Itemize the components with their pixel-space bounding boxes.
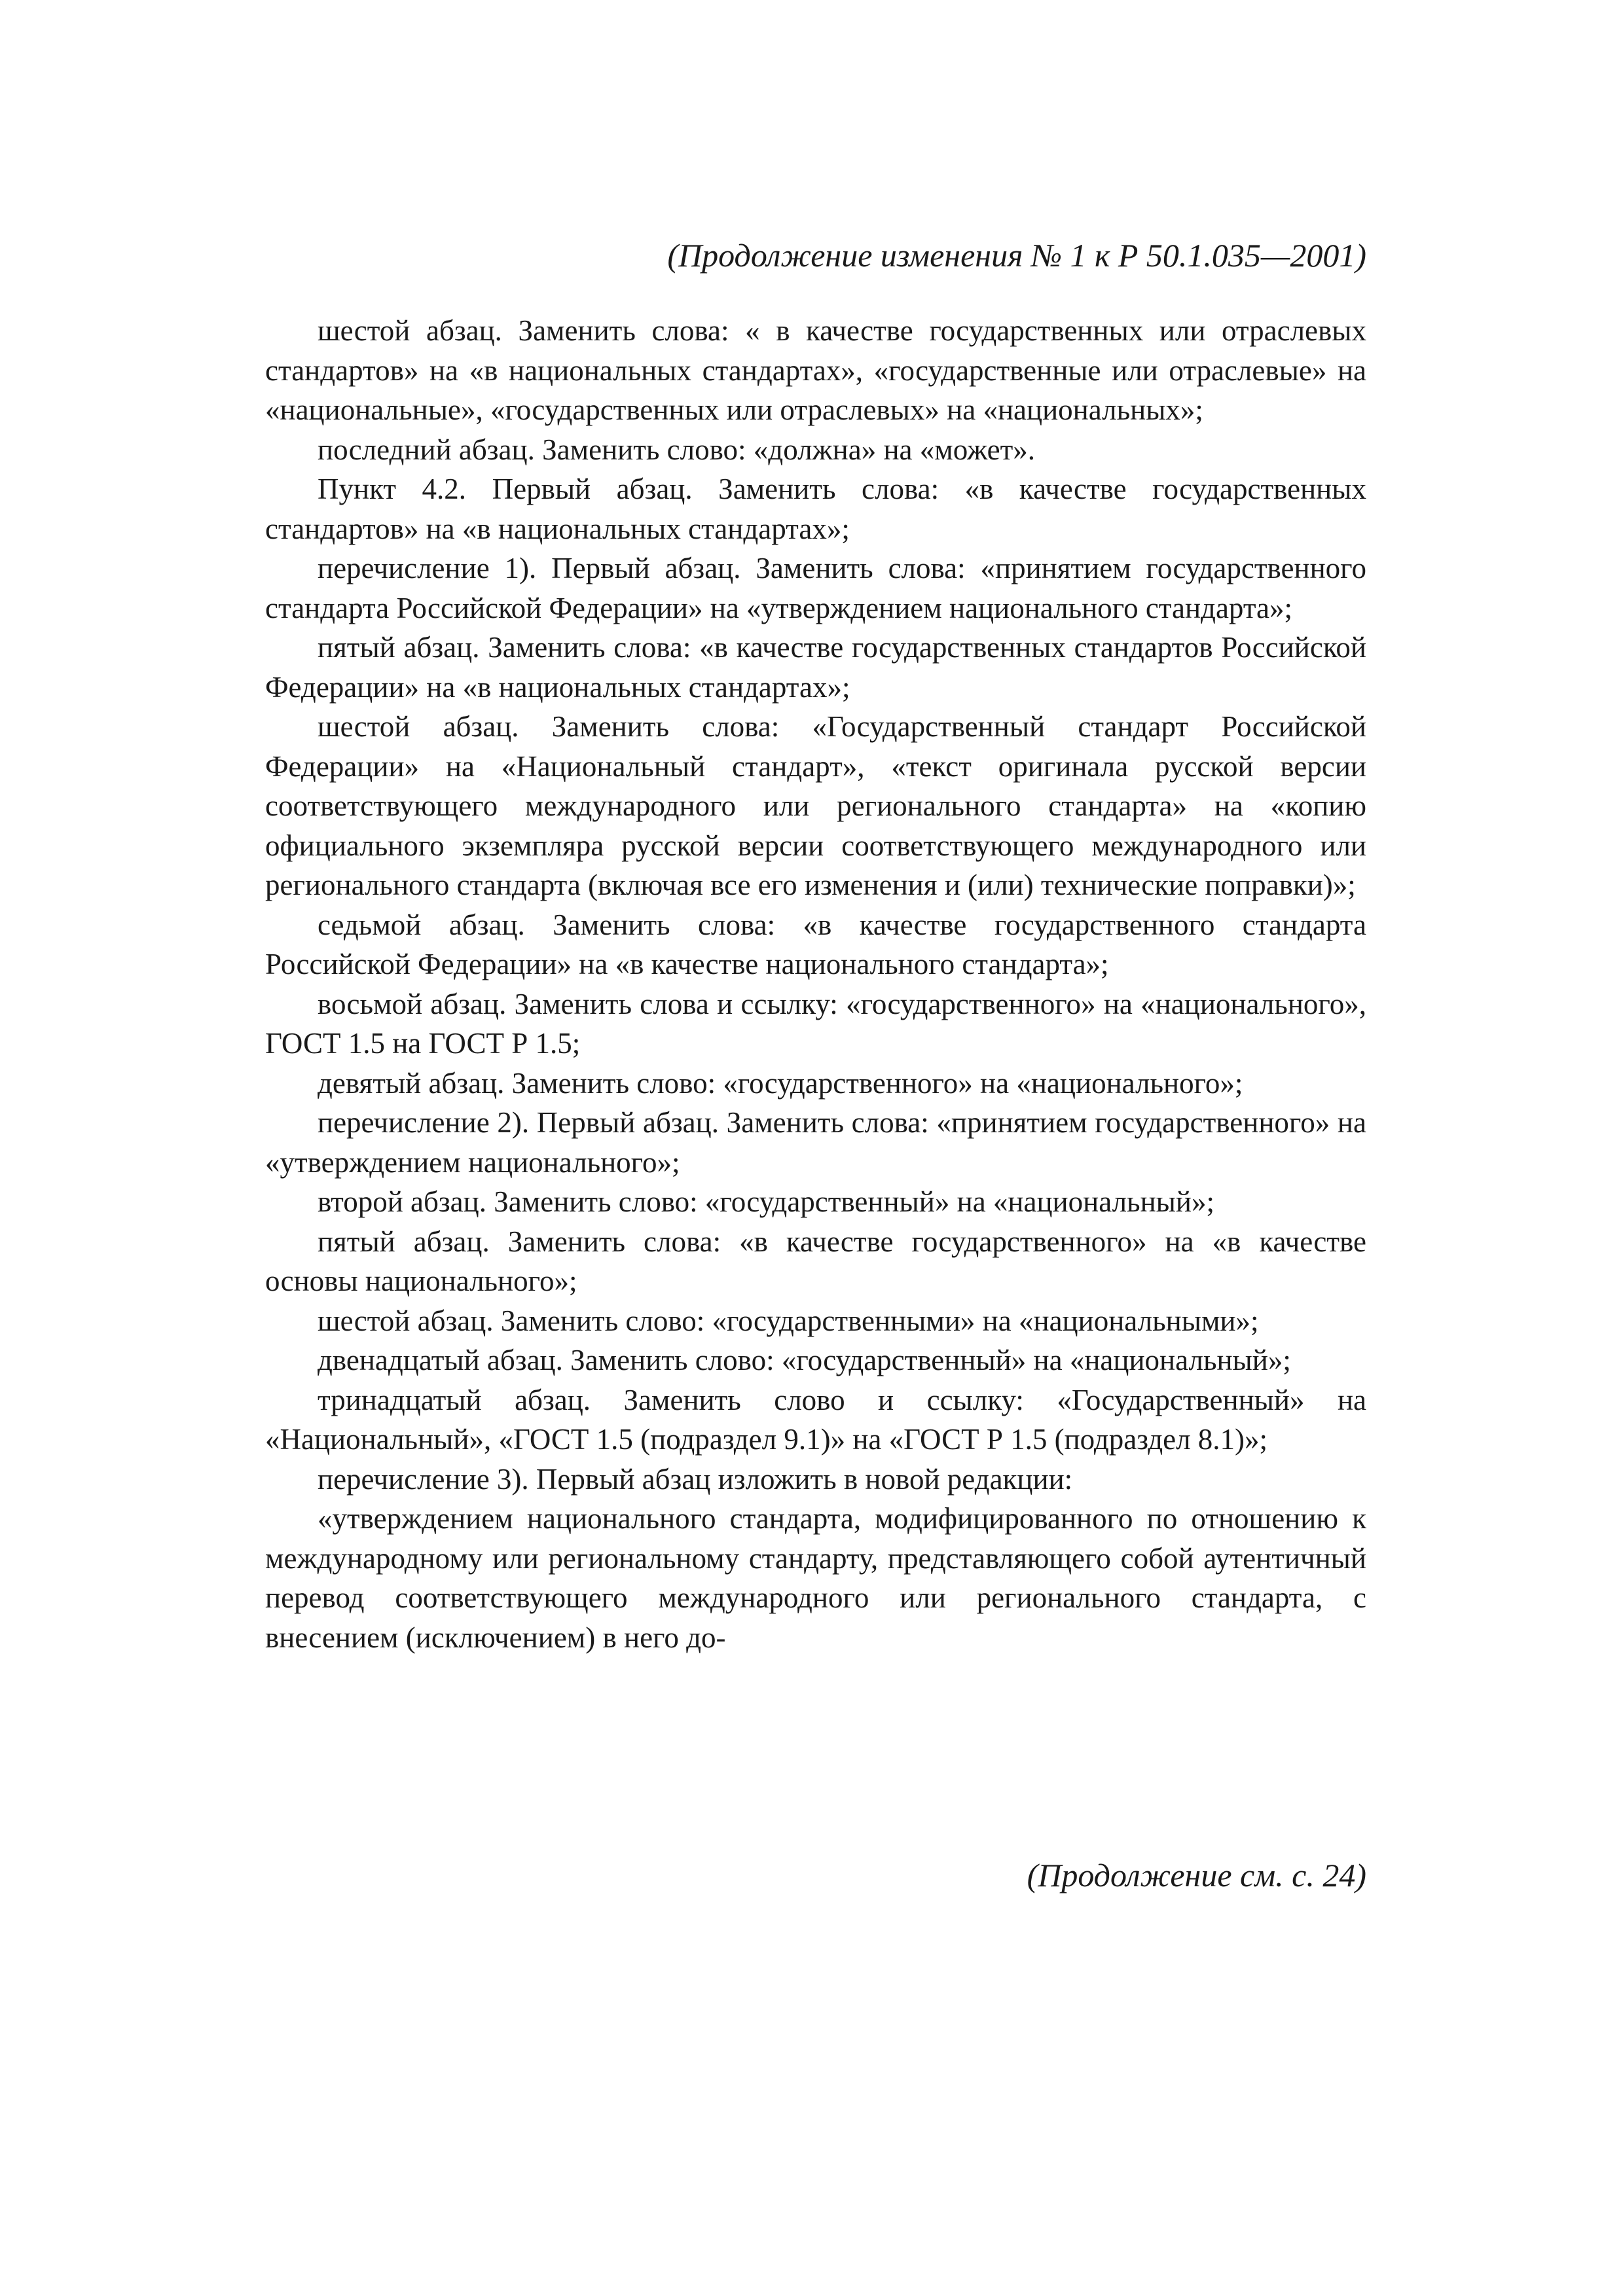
paragraph: шестой абзац. Заменить слова: «Государственный стандарт Российской Федерации» на «Национальный стандарт», «текст оригинала русской версии соответствующего международного или регионального стандарта» на «копию официального экземпляра русской версии соответствующего международного или регионального стандарта (включая все его изменения и (или) технические поправки)»; <box>265 710 1366 901</box>
paragraph: двенадцатый абзац. Заменить слово: «государственный» на «национальный»; <box>318 1344 1291 1376</box>
document-body <box>265 311 1366 1657</box>
paragraph: пятый абзац. Заменить слова: «в качестве государственного» на «в качестве основы национального»; <box>265 1225 1366 1297</box>
paragraph: второй абзац. Заменить слово: «государственный» на «национальный»; <box>318 1185 1214 1218</box>
paragraph: перечисление 1). Первый абзац. Заменить слова: «принятием государственного стандарта Российской Федерации» на «утверждением национального стандарта»; <box>265 552 1366 624</box>
continuation-header: (Продолжение изменения № 1 к Р 50.1.035—2001) <box>667 237 1366 274</box>
paragraph: восьмой абзац. Заменить слова и ссылку: «государственного» на «национального», ГОСТ 1.5 на ГОСТ Р 1.5; <box>265 987 1366 1060</box>
paragraph: пятый абзац. Заменить слова: «в качестве государственных стандартов Российской Федерации» на «в национальных стандартах»; <box>265 631 1366 704</box>
paragraph: тринадцатый абзац. Заменить слово и ссылку: «Государственный» на «Национальный», «ГОСТ 1.5 (подраздел 9.1)» на «ГОСТ Р 1.5 (подраздел 8.1)»; <box>265 1383 1366 1456</box>
paragraph: шестой абзац. Заменить слова: « в качестве государственных или отраслевых стандартов» на «в национальных стандартах», «государственные или отраслевые» на «национальные», «государственных или отраслевых» на «национальных»; <box>265 314 1366 426</box>
paragraph: девятый абзац. Заменить слово: «государственного» на «национального»; <box>318 1066 1243 1100</box>
paragraph: «утверждением национального стандарта, модифицированного по отношению к международному или региональному стандарту, представляющего собой аутентичный перевод соответствующего международного или регионального стандарта, с внесением (исключением) в него до- <box>265 1502 1366 1654</box>
continuation-footer: (Продолжение см. с. 24) <box>1027 1857 1366 1893</box>
paragraph: седьмой абзац. Заменить слова: «в качестве государственного стандарта Российской Федерации» на «в качестве национального стандарта»; <box>265 908 1366 980</box>
paragraph: перечисление 2). Первый абзац. Заменить слова: «принятием государственного» на «утверждением национального»; <box>265 1106 1366 1179</box>
paragraph: шестой абзац. Заменить слово: «государственными» на «национальными»; <box>318 1304 1259 1337</box>
paragraph: последний абзац. Заменить слово: «должна» на «может». <box>318 433 1035 466</box>
paragraph: перечисление 3). Первый абзац изложить в новой редакции: <box>318 1462 1073 1496</box>
paragraph: Пункт 4.2. Первый абзац. Заменить слова: «в качестве государственных стандартов» на «в национальных стандартах»; <box>265 473 1366 545</box>
